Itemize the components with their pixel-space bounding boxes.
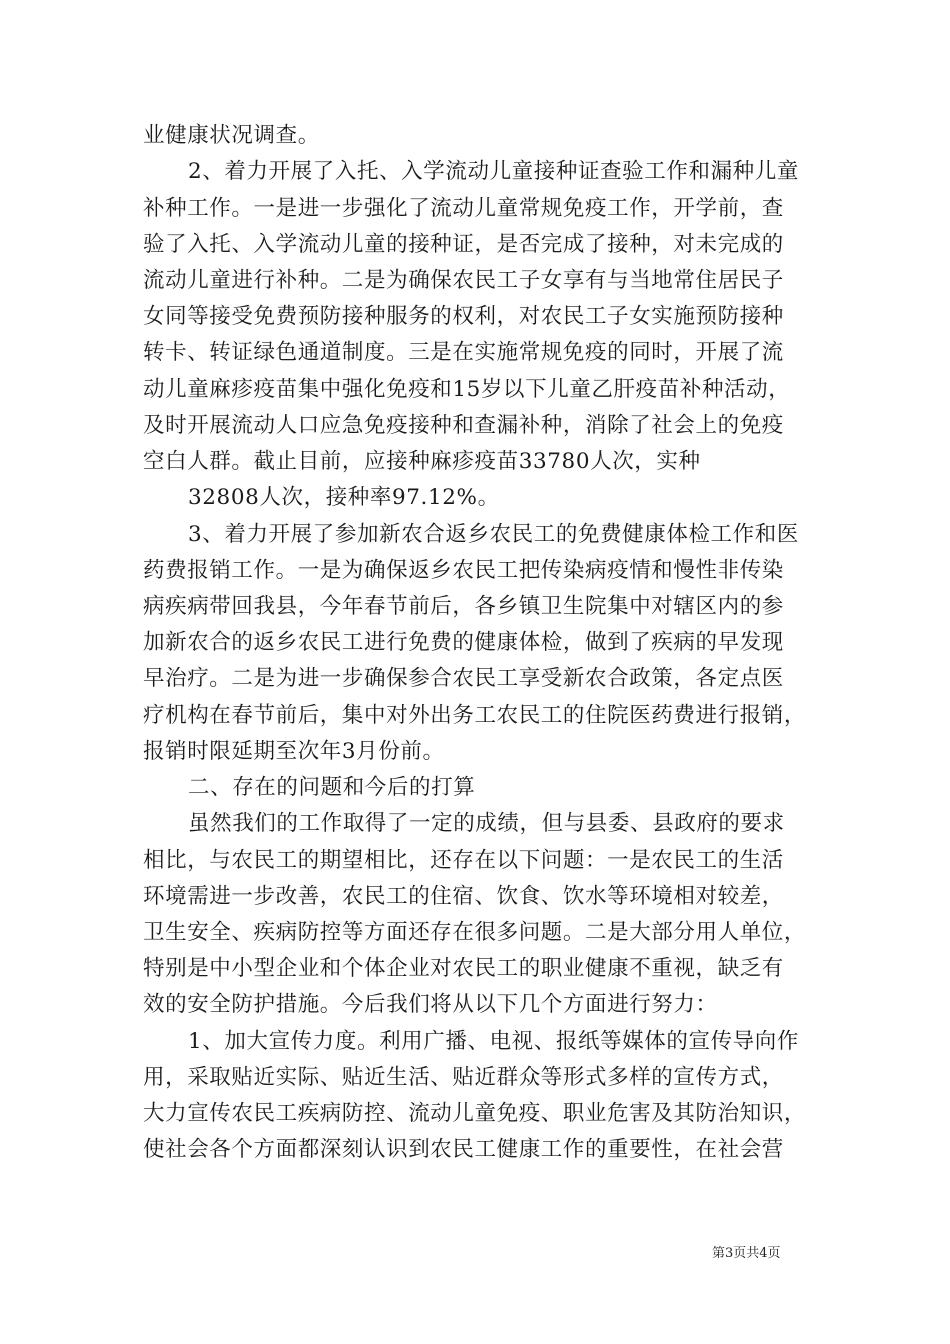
text-line: 补种工作。一是进一步强化了流动儿童常规免疫工作，开学前，查 [143,196,784,221]
text-line: 流动儿童进行补种。二是为确保农民工子女享有与当地常住居民子 [143,268,784,293]
text-line: 空白人群。截止目前，应接种麻疹疫苗33780人次，实种 [143,449,701,474]
text-line: 药费报销工作。一是为确保返乡农民工把传染病疫情和慢性非传染 [143,558,784,583]
text-line: 3、着力开展了参加新农合返乡农民工的免费健康体检工作和医 [188,522,799,547]
text-line: 虽然我们的工作取得了一定的成绩，但与县委、县政府的要求 [188,811,785,836]
text-line: 大力宣传农民工疾病防控、流动儿童免疫、职业危害及其防治知识， [143,1101,807,1126]
text-line: 病疾病带回我县，今年春节前后，各乡镇卫生院集中对辖区内的参 [143,594,784,619]
text-line: 动儿童麻疹疫苗集中强化免疫和15岁以下儿童乙肝疫苗补种活动， [143,377,791,402]
text-line: 及时开展流动人口应急免疫接种和查漏补种，消除了社会上的免疫 [143,413,784,438]
text-line: 女同等接受免费预防接种服务的权利，对农民工子女实施预防接种 [143,304,784,329]
text-line: 转卡、转证绿色通道制度。三是在实施常规免疫的同时，开展了流 [143,340,784,365]
text-line: 环境需进一步改善，农民工的住宿、饮食、饮水等环境相对较差， [143,884,784,909]
text-line: 业健康状况调查。 [143,123,320,148]
text-line: 相比，与农民工的期望相比，还存在以下问题：一是农民工的生活 [143,848,784,873]
text-line: 用，采取贴近实际、贴近生活、贴近群众等形式多样的宣传方式， [143,1065,784,1090]
text-line: 使社会各个方面都深刻认识到农民工健康工作的重要性，在社会营 [143,1137,784,1162]
text-line: 加新农合的返乡农民工进行免费的健康体检，做到了疾病的早发现 [143,630,784,655]
text-line: 效的安全防护措施。今后我们将从以下几个方面进行努力： [143,992,718,1017]
page-number: 第3页共4页 [712,1246,781,1261]
section-heading: 二、存在的问题和今后的打算 [188,775,476,800]
text-line: 报销时限延期至次年3月份前。 [143,739,445,764]
text-line: 32808人次，接种率97.12%。 [188,485,500,510]
text-line: 疗机构在春节前后，集中对外出务工农民工的住院医药费进行报销， [143,703,807,728]
text-line: 特别是中小型企业和个体企业对农民工的职业健康不重视，缺乏有 [143,956,784,981]
text-line: 1、加大宣传力度。利用广播、电视、报纸等媒体的宣传导向作 [188,1029,799,1054]
text-line: 验了入托、入学流动儿童的接种证，是否完成了接种，对未完成的 [143,232,784,257]
text-line: 卫生安全、疾病防控等方面还存在很多问题。二是大部分用人单位， [143,920,807,945]
text-line: 2、着力开展了入托、入学流动儿童接种证查验工作和漏种儿童 [188,159,799,184]
text-line: 早治疗。二是为进一步确保参合农民工享受新农合政策，各定点医 [143,666,784,691]
